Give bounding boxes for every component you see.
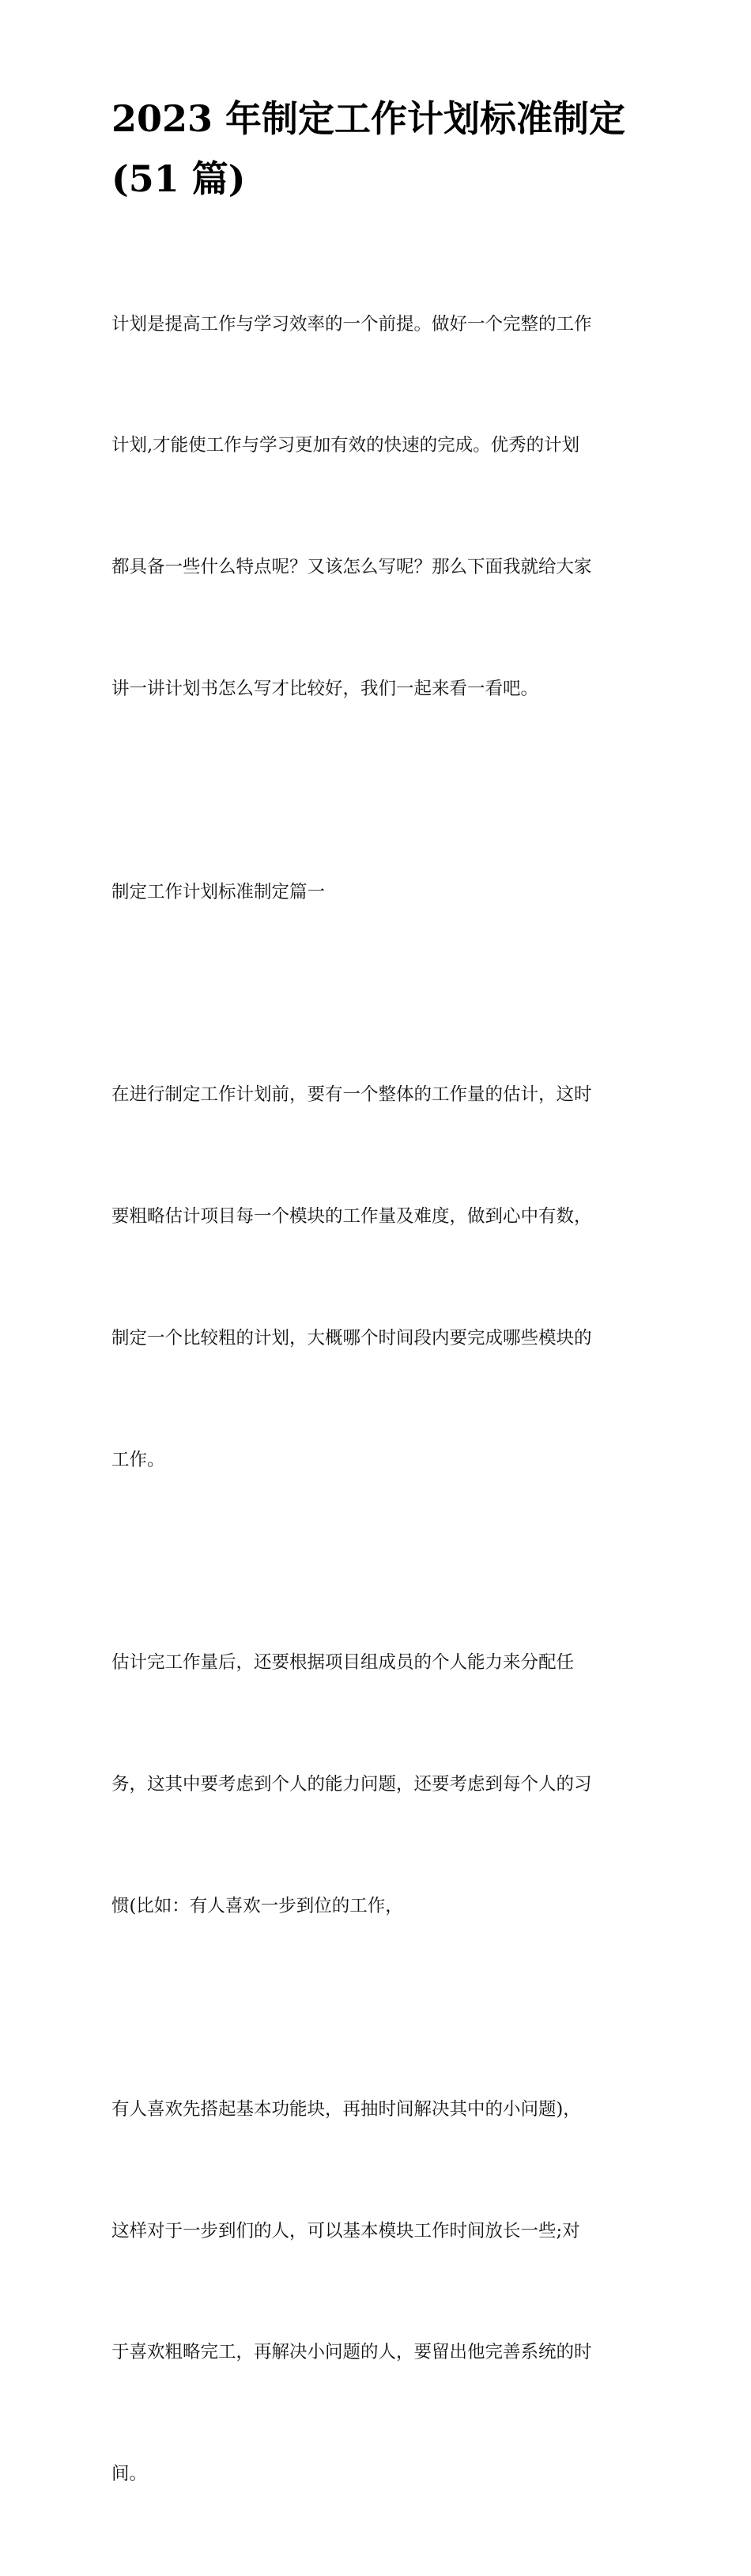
- text-line: 有人喜欢先搭起基本功能块，再抽时间解决其中的小问题)，: [111, 2098, 581, 2120]
- text-line: 制定一个比较粗的计划，大概哪个时间段内要完成哪些模块的: [111, 1328, 592, 1349]
- text-line: 要粗略估计项目每一个模块的工作量及难度，做到心中有数，: [111, 1206, 592, 1227]
- section-heading: [111, 791, 646, 993]
- text-line: 估计完工作量后，还要根据项目组成员的个人能力来分配任: [111, 1652, 575, 1674]
- text-line: 在进行制定工作计划前，要有一个整体的工作量的估计，这时: [111, 1084, 592, 1106]
- title-line: 2023 年制定工作计划标准制定: [111, 97, 626, 140]
- text-line: 计划是提高工作与学习效率的一个前提。做好一个完整的工作: [111, 313, 592, 335]
- text-line: 计划,才能使工作与学习更加有效的快速的完成。优秀的计划: [111, 435, 580, 456]
- text-line: 讲一讲计划书怎么写才比较好，我们一起来看一看吧。: [111, 679, 539, 700]
- body-paragraph: [111, 2008, 646, 2576]
- body-paragraph: [111, 994, 646, 1562]
- intro-paragraph: [111, 223, 646, 791]
- document-body: [111, 223, 646, 2576]
- document-content: [111, 89, 646, 2576]
- text-line: 制定工作计划标准制定篇一: [111, 881, 326, 902]
- text-line: 这样对于一步到们的人，可以基本模块工作时间放长一些;对: [111, 2220, 580, 2241]
- body-paragraph: [111, 1562, 646, 2008]
- text-line: 都具备一些什么特点呢？又该怎么写呢？那么下面我就给大家: [111, 557, 592, 578]
- text-line: 工作。: [111, 1449, 165, 1470]
- title-line: (51 篇): [111, 157, 246, 200]
- text-line: 务，这其中要考虑到个人的能力问题，还要考虑到每个人的习: [111, 1774, 592, 1795]
- text-line: 间。: [111, 2464, 148, 2485]
- text-line: 于喜欢粗略完工，再解决小问题的人，要留出他完善系统的时: [111, 2342, 592, 2363]
- document-title: [111, 89, 646, 209]
- text-line: 惯(比如：有人喜欢一步到位的工作，: [111, 1896, 403, 1917]
